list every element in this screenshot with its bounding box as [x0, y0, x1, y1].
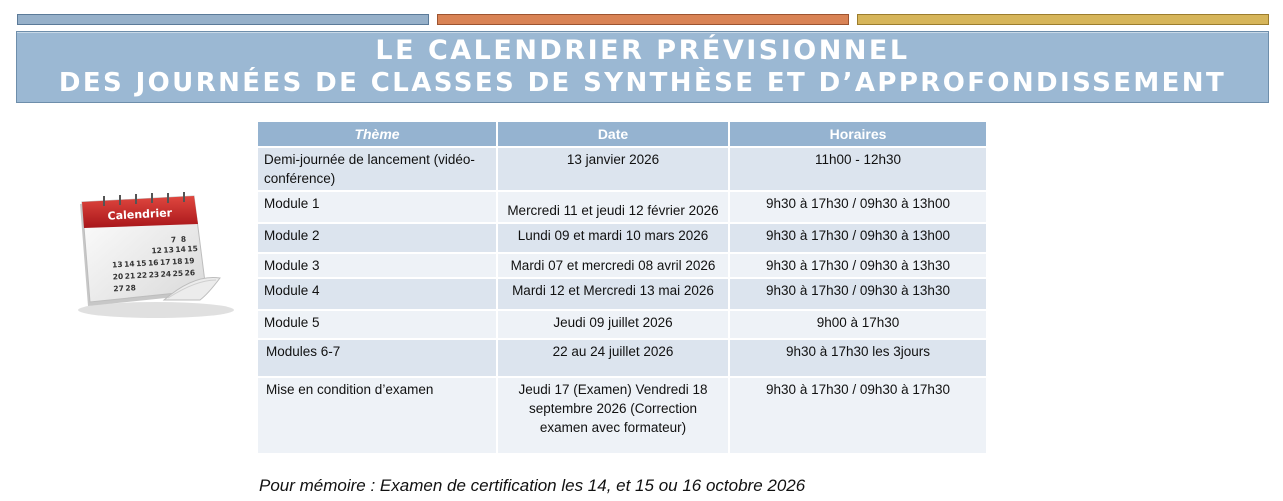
title-banner [16, 31, 1269, 103]
calendar-icon [68, 182, 238, 322]
svg-text:13: 13 [163, 245, 175, 255]
svg-text:26: 26 [184, 268, 196, 278]
cell-date: Mardi 12 et Mercredi 13 mai 2026 [497, 278, 729, 310]
svg-text:14: 14 [123, 259, 135, 269]
calendar-icon-label: Calendrier [107, 206, 173, 223]
cell-theme: Module 1 [258, 191, 497, 223]
top-accent-bar-orange [437, 14, 849, 25]
svg-text:16: 16 [147, 258, 159, 268]
svg-text:13: 13 [111, 259, 123, 270]
svg-text:22: 22 [136, 270, 148, 281]
svg-text:17: 17 [159, 257, 171, 267]
cell-hours: 9h30 à 17h30 les 3jours [729, 339, 986, 377]
top-accent-bar-blue [17, 14, 429, 25]
column-header-date: Date [497, 122, 729, 147]
table-header-row [258, 122, 986, 147]
svg-text:8: 8 [180, 234, 187, 244]
table-row [258, 223, 986, 253]
svg-text:15: 15 [187, 243, 199, 254]
memo-note: Pour mémoire : Examen de certification les 14, et 15 ou 16 octobre 2026 [259, 476, 806, 495]
svg-text:20: 20 [112, 271, 124, 282]
table-row [258, 377, 986, 453]
cell-date: Jeudi 17 (Examen) Vendredi 18 septembre 2026 (Correction examen avec formateur) [497, 377, 729, 453]
svg-text:28: 28 [125, 283, 137, 293]
svg-text:24: 24 [160, 269, 172, 279]
svg-text:18: 18 [171, 256, 183, 267]
svg-text:14: 14 [175, 244, 187, 255]
cell-theme: Demi-journée de lancement (vidéo-conférence) [258, 147, 497, 191]
column-header-theme: Thème [258, 122, 497, 147]
cell-theme: Module 5 [258, 310, 497, 339]
svg-text:27: 27 [113, 283, 125, 294]
cell-hours: 9h30 à 17h30 / 09h30 à 13h00 [729, 223, 986, 253]
schedule-table [258, 122, 986, 453]
table-row [258, 147, 986, 191]
cell-date: Jeudi 09 juillet 2026 [497, 310, 729, 339]
table-row [258, 191, 986, 223]
svg-text:7: 7 [170, 235, 177, 245]
cell-date: Mardi 07 et mercredi 08 avril 2026 [497, 253, 729, 278]
svg-text:12: 12 [151, 245, 163, 256]
table-row [258, 310, 986, 339]
cell-date: 13 janvier 2026 [497, 147, 729, 191]
cell-hours: 9h00 à 17h30 [729, 310, 986, 339]
top-accent-bar-gold [857, 14, 1269, 25]
svg-text:25: 25 [172, 268, 184, 279]
cell-hours: 9h30 à 17h30 / 09h30 à 17h30 [729, 377, 986, 453]
cell-theme: Modules 6-7 [258, 339, 497, 377]
table-row [258, 339, 986, 377]
cell-theme: Mise en condition d’examen [258, 377, 497, 453]
cell-hours: 9h30 à 17h30 / 09h30 à 13h30 [729, 278, 986, 310]
table-row [258, 253, 986, 278]
column-header-hours: Horaires [729, 122, 986, 147]
cell-theme: Module 3 [258, 253, 497, 278]
cell-hours: 9h30 à 17h30 / 09h30 à 13h00 [729, 191, 986, 223]
svg-text:15: 15 [135, 258, 147, 269]
cell-date: 22 au 24 juillet 2026 [497, 339, 729, 377]
cell-theme: Module 4 [258, 278, 497, 310]
cell-date: Mercredi 11 et jeudi 12 février 2026 [497, 191, 729, 223]
cell-theme: Module 2 [258, 223, 497, 253]
svg-text:21: 21 [124, 271, 136, 281]
table-row [258, 278, 986, 310]
cell-date: Lundi 09 et mardi 10 mars 2026 [497, 223, 729, 253]
svg-text:19: 19 [183, 256, 195, 266]
cell-hours: 9h30 à 17h30 / 09h30 à 13h30 [729, 253, 986, 278]
page-title-line-1: LE CALENDRIER PRÉVISIONNEL [375, 35, 910, 66]
page-title-line-2: DES JOURNÉES DE CLASSES DE SYNTHÈSE ET D’APPROFONDISSEMENT [58, 68, 1227, 98]
svg-text:23: 23 [148, 270, 160, 280]
cell-hours: 11h00 - 12h30 [729, 147, 986, 191]
